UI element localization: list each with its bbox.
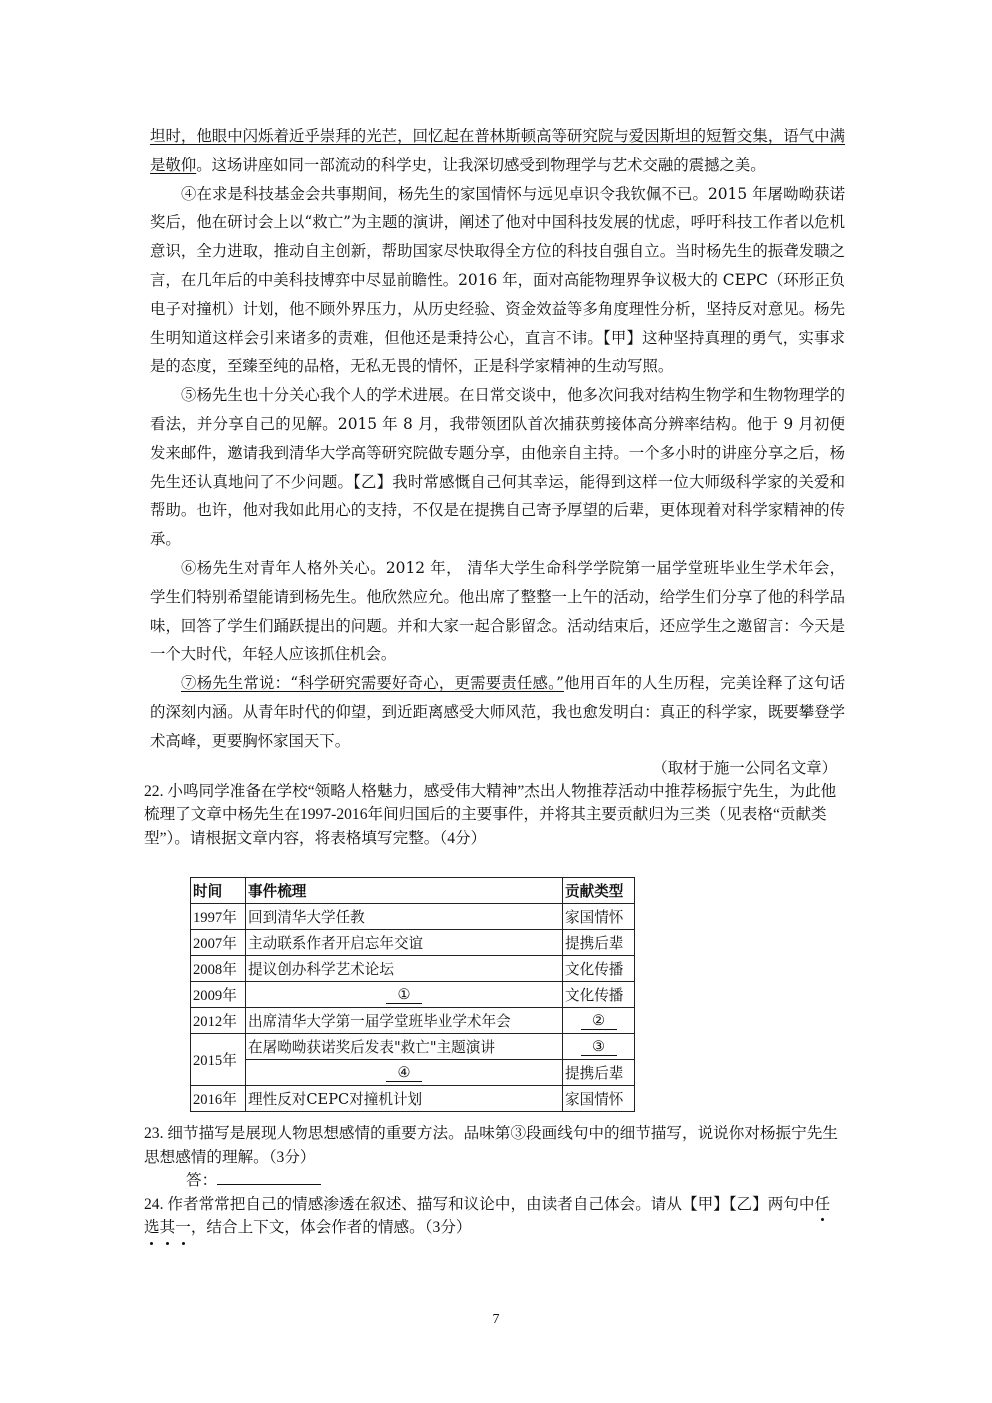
table-row: 2007年 主动联系作者开启忘年交谊 提携后辈 (191, 930, 635, 956)
table-header-row (191, 878, 635, 904)
question-24: 24. 作者常常把自己的情感渗透在叙述、描写和议论中，由读者自己体会。请从【甲】【乙】两句中任选其一，结合上下文，体会作者的情感。（3分） (144, 1193, 844, 1240)
paragraph-6: ⑥杨先生对青年人格外关心。2012 年， 清华大学生命科学学院第一届学堂班毕业生学术年会，学生们特别希望能请到杨先生。他欣然应允。他出席了整整一上午的活动，给学生们分享了他的科学品味，回答了学生们踊跃提出的问题。并和大家一起合影留念。活动结束后，还应学生之邀留言：今天是一个大时代，年轻人应该抓住机会。 (150, 558, 845, 664)
emphasis-char: 其 (160, 1216, 176, 1240)
header-type: 贡献类型 (563, 878, 635, 904)
table-row: 2015年 在屠呦呦获诺奖后发表"救亡"主题演讲 ③ (191, 1034, 635, 1060)
table-row: 2008年 提议创办科学艺术论坛 文化传播 (191, 956, 635, 982)
answer-input-line[interactable] (217, 1170, 321, 1185)
underlined-quote: ⑦杨先生常说：“科学研究需要好奇心，更需要责任感。” (181, 674, 564, 693)
paragraph-7: ⑦杨先生常说：“科学研究需要好奇心，更需要责任感。”他用百年的人生历程，完美诠释了这句话的深刻内涵。从青年时代的仰望，到近距离感受大师风范，我也愈发明白：真正的科学家，既要攀登学术高峰，更要胸怀家国天下。 (150, 674, 845, 750)
paragraph-3-tail: 坦时，他眼中闪烁着近乎崇拜的光芒，回忆起在普林斯顿高等研究院与爱因斯坦的短暂交集，语气中满是敬仰。这场讲座如同一部流动的科学史，让我深切感受到物理学与艺术交融的震撼之美。 (150, 127, 845, 174)
table-row: 2012年 出席清华大学第一届学堂班毕业学术年会 ② (191, 1008, 635, 1034)
emphasis-char: 选 (144, 1216, 160, 1240)
answer-row: 答： (144, 1169, 844, 1193)
table-row: 2016年 理性反对CEPC对撞机计划 家国情怀 (191, 1086, 635, 1112)
question-22: 22. 小鸣同学准备在学校“领略人格魅力，感受伟大精神”杰出人物推荐活动中推荐杨振宁先生，为此他梳理了文章中杨先生在1997-2016年间归国后的主要事件，并将其主要贡献归为三类（见表格“贡献类型”）。请根据文章内容，将表格填写完整。（4分） (144, 782, 837, 847)
questions-23-24 (144, 1122, 844, 1240)
underlined-sentence: 坦时，他眼中闪烁着近乎崇拜的光芒，回忆起在普林斯顿高等研究院与爱因斯坦的短暂交集，语气中满是敬仰 (150, 127, 845, 174)
emphasis-char: 一 (175, 1216, 191, 1240)
table-row: 2009年 ① 文化传播 (191, 982, 635, 1008)
blank-1[interactable]: ① (246, 982, 563, 1008)
table-row: 1997年 回到清华大学任教 家国情怀 (191, 904, 635, 930)
article-body (144, 122, 845, 850)
table-row: ④ 提携后辈 (191, 1060, 635, 1086)
blank-3[interactable]: ③ (563, 1034, 635, 1060)
page-number: 7 (492, 1312, 500, 1327)
blank-2[interactable]: ② (563, 1008, 635, 1034)
header-event: 事件梳理 (246, 878, 563, 904)
events-table (190, 877, 635, 1112)
header-time: 时间 (191, 878, 246, 904)
blank-4[interactable]: ④ (246, 1060, 563, 1086)
question-23: 23. 细节描写是展现人物思想感情的重要方法。品味第③段画线句中的细节描写，说说你对杨振宁先生思想感情的理解。（3分） (144, 1125, 838, 1166)
paragraph-4: ④在求是科技基金会共事期间，杨先生的家国情怀与远见卓识令我钦佩不已。2015 年屠呦呦获诺奖后，他在研讨会上以“救亡”为主题的演讲，阐述了他对中国科技发展的忧虑，呼吁科技工作者以危机意识，全力进取，推动自主创新，帮助国家尽快取得全方位的科技自强自立。当时杨先生的振聋发聩之言，在几年后的中美科技博弈中尽显前瞻性。2016 年，面对高能物理界争议极大的 CEPC（环形正负电子对撞机）计划，他不顾外界压力，从历史经验、资金效益等多角度理性分析，坚持反对意见。杨先生明知道这样会引来诸多的责难，但他还是秉持公心，直言不讳。【甲】这种坚持真理的勇气，实事求是的态度，至臻至纯的品格，无私无畏的情怀，正是科学家精神的生动写照。 (150, 184, 845, 376)
paragraph-5: ⑤杨先生也十分关心我个人的学术进展。在日常交谈中，他多次问我对结构生物学和生物物理学的看法，并分享自己的见解。2015 年 8 月，我带领团队首次捕获剪接体高分辨率结构。他于 9 月初便发来邮件，邀请我到清华大学高等研究院做专题分享，由他亲自主持。一个多小时的讲座分享之后，杨先生还认真地问了不少问题。【乙】我时常感慨自己何其幸运，能得到这样一位大师级科学家的关爱和帮助。也许，他对我如此用心的支持，不仅是在提携自己寄予厚望的后辈，更体现着对科学家精神的传承。 (150, 386, 845, 549)
emphasis-char: 任 (815, 1193, 831, 1217)
source-note: （取材于施一公同名文章） (652, 758, 837, 777)
